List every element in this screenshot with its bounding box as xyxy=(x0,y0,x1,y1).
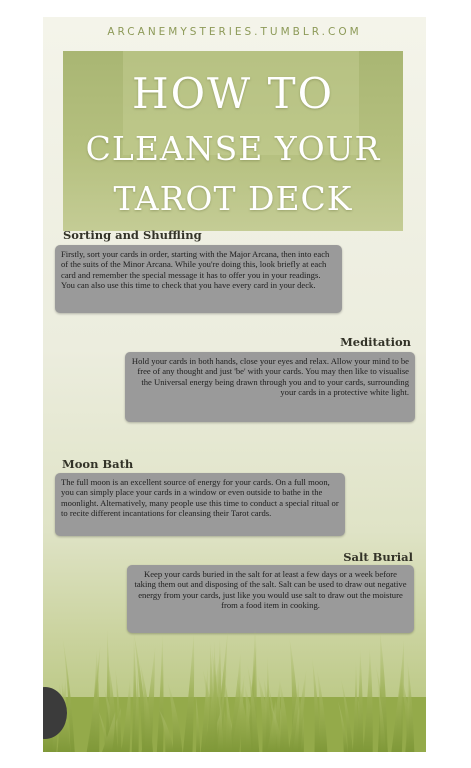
text-sorting: Firstly, sort your cards in order, starting with the Major Arcana, then into each of the suits of the Minor Arcana. While you're doing this, look briefly at each card and remember the special message it has to offer you in your readings. You can also use this time to check that you have every card in your deck. xyxy=(55,245,342,313)
grass-illustration xyxy=(43,627,426,752)
site-url: ARCANEMYSTERIES.TUMBLR.COM xyxy=(107,26,362,38)
heading-salt-burial: Salt Burial xyxy=(343,550,413,564)
heading-meditation: Meditation xyxy=(340,335,411,349)
title-band xyxy=(63,51,403,231)
title-line-3: TAROT DECK xyxy=(113,179,353,218)
text-salt-burial: Keep your cards buried in the salt for at least a few days or a week before taking them out and disposing of the salt. Salt can be used to draw out negative energy from your cards, just like you would use salt to draw out the moisture from a food item in cooking. xyxy=(127,565,414,633)
text-meditation: Hold your cards in both hands, close your eyes and relax. Allow your mind to be free of any thought and just 'be' with your cards. You may then like to visualise the Universal energy being drawn through you and to your cards, surrounding your cards in a protective white light. xyxy=(125,352,415,422)
title-line-2: CLEANSE YOUR xyxy=(85,129,381,168)
title-line-1: HOW TO xyxy=(131,69,335,118)
infographic-poster xyxy=(43,17,426,752)
heading-moon-bath: Moon Bath xyxy=(62,457,134,471)
text-moon-bath: The full moon is an excellent source of energy for your cards. On a full moon, you can simply place your cards in a window or even outside to bathe in the moonlight. Alternatively, many people use this time to conduct a special ritual or to recite different incantations for cleansing their Tarot cards. xyxy=(55,473,345,536)
heading-sorting: Sorting and Shuffling xyxy=(63,228,202,242)
